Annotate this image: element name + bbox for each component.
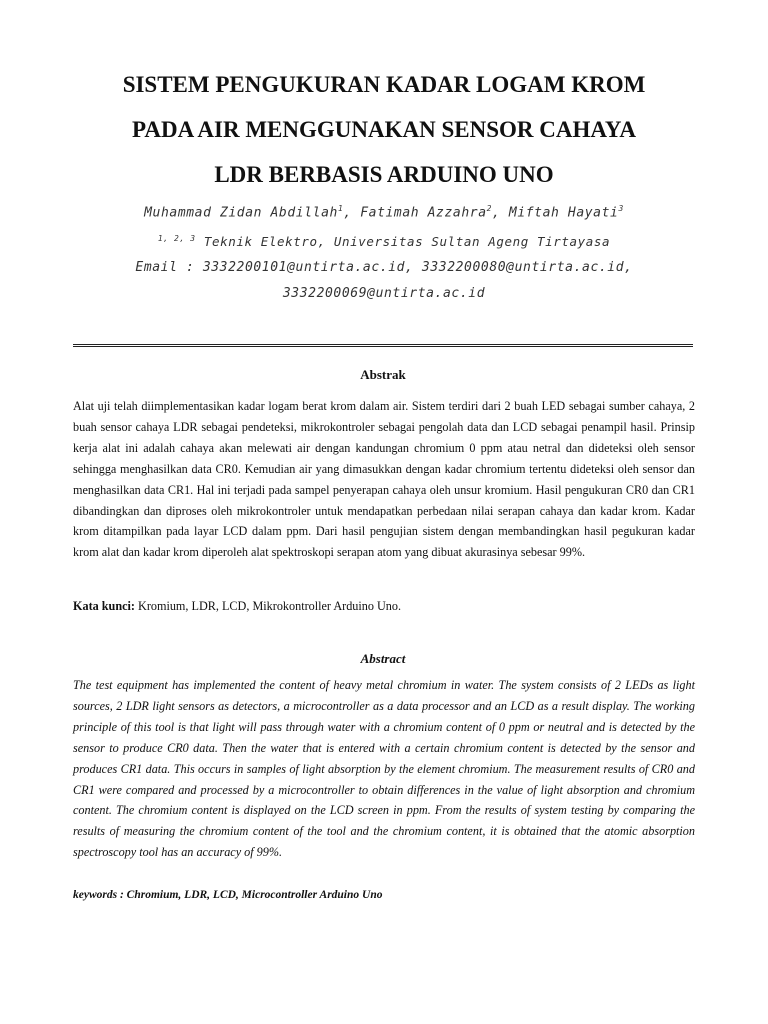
abstrak-heading: Abstrak bbox=[360, 367, 406, 382]
english-keywords: keywords : Chromium, LDR, LCD, Microcontroller Arduino Uno bbox=[73, 889, 383, 901]
email-line-1: Email : 3332200101@untirta.ac.id, 3332200080@untirta.ac.id, bbox=[135, 260, 633, 276]
author-block bbox=[60, 196, 708, 307]
title-line-3: LDR BERBASIS ARDUINO UNO bbox=[214, 162, 554, 187]
email-line-2: 3332200069@untirta.ac.id bbox=[282, 286, 486, 302]
kata-kunci-values: Kromium, LDR, LCD, Mikrokontroller Arduino Uno. bbox=[134, 599, 402, 613]
author-mark: 1 bbox=[337, 204, 344, 213]
paper-title bbox=[60, 62, 708, 197]
kata-kunci bbox=[73, 599, 695, 614]
title-line-1: SISTEM PENGUKURAN KADAR LOGAM KROM bbox=[122, 72, 646, 97]
author-list: Muhammad Zidan Abdillah$^1$, Fatimah Azzahra$^2$, Miftah Hayati$^3$ bbox=[144, 204, 624, 221]
affiliation-text: Teknik Elektro, Universitas Sultan Ageng Tirtayasa bbox=[203, 234, 611, 250]
author-mark: 2 bbox=[486, 204, 493, 213]
affiliation bbox=[60, 226, 708, 255]
kata-kunci-label: Kata kunci: bbox=[73, 599, 135, 613]
abstract-text: The test equipment has implemented the content of heavy metal chromium in water. The system consists of 2 LEDs as light sources, 2 LDR light sensors as detectors, a microcontroller as a data processor and an LCD as a result display. The working principle of this tool is that light will pass through water with a chromium content of 0 ppm or neutral and is detected by the sensor to produce CR0 data. Then the water that is entered with a certain chromium content is detected by the sensor and produces CR1 data. This occurs in samples of light absorption by the element chromium. The measurement results of CR0 and CR1 were compared and processed by a microcontroller to obtain differences in the value of light absorption and chromium content. The chromium content is displayed on the LCD screen in ppm. From the results of system testing by comparing the results of measuring the chromium content of the tool and the chromium content, it is obtained that the atomic absorption spectroscopy tool has an accuracy of 99%. bbox=[73, 678, 695, 860]
affiliation-marks: 1, 2, 3 bbox=[157, 234, 196, 244]
author-name: Fatimah Azzahra bbox=[360, 205, 487, 221]
author-name: Miftah Hayati bbox=[508, 205, 619, 221]
abstrak-text: Alat uji telah diimplementasikan kadar logam berat krom dalam air. Sistem terdiri dari 2 buah LED sebagai sumber cahaya, 2 buah sensor cahaya LDR sebagai pendeteksi, mikrokontroler sebagai pengolah data dan LCD sebagai penampil hasil. Prinsip kerja alat ini adalah cahaya akan melewati air dengan kandungan chromium 0 ppm atau netral dan dideteksi oleh sensor sehingga menghasilkan data CR0. Kemudian air yang dimasukkan dengan kadar chromium tertentu dideteksi oleh sensor dan menghasilkan data CR1. Hal ini terjadi pada sampel penyerapan cahaya oleh unsur kromium. Hasil pengukuran CR0 dan CR1 dibandingkan dan diproses oleh mikrokontroler untuk mendapatkan perbedaan nilai serapan cahaya dan kadar krom. Kadar krom ditampilkan pada layar LCD dalam ppm. Dari hasil pengujian sistem dengan membandingkan hasil pegukuran kadar krom alat dan kadar krom diperoleh alat spektroskopi serapan atom yang dibuat akurasinya sebesar 99%. bbox=[73, 399, 695, 560]
author-name: Muhammad Zidan Abdillah bbox=[144, 205, 338, 221]
author-mark: 3 bbox=[618, 204, 624, 213]
title-line-2: PADA AIR MENGGUNAKAN SENSOR CAHAYA bbox=[132, 117, 636, 142]
double-divider bbox=[73, 344, 693, 349]
abstract-heading: Abstract bbox=[360, 651, 406, 666]
